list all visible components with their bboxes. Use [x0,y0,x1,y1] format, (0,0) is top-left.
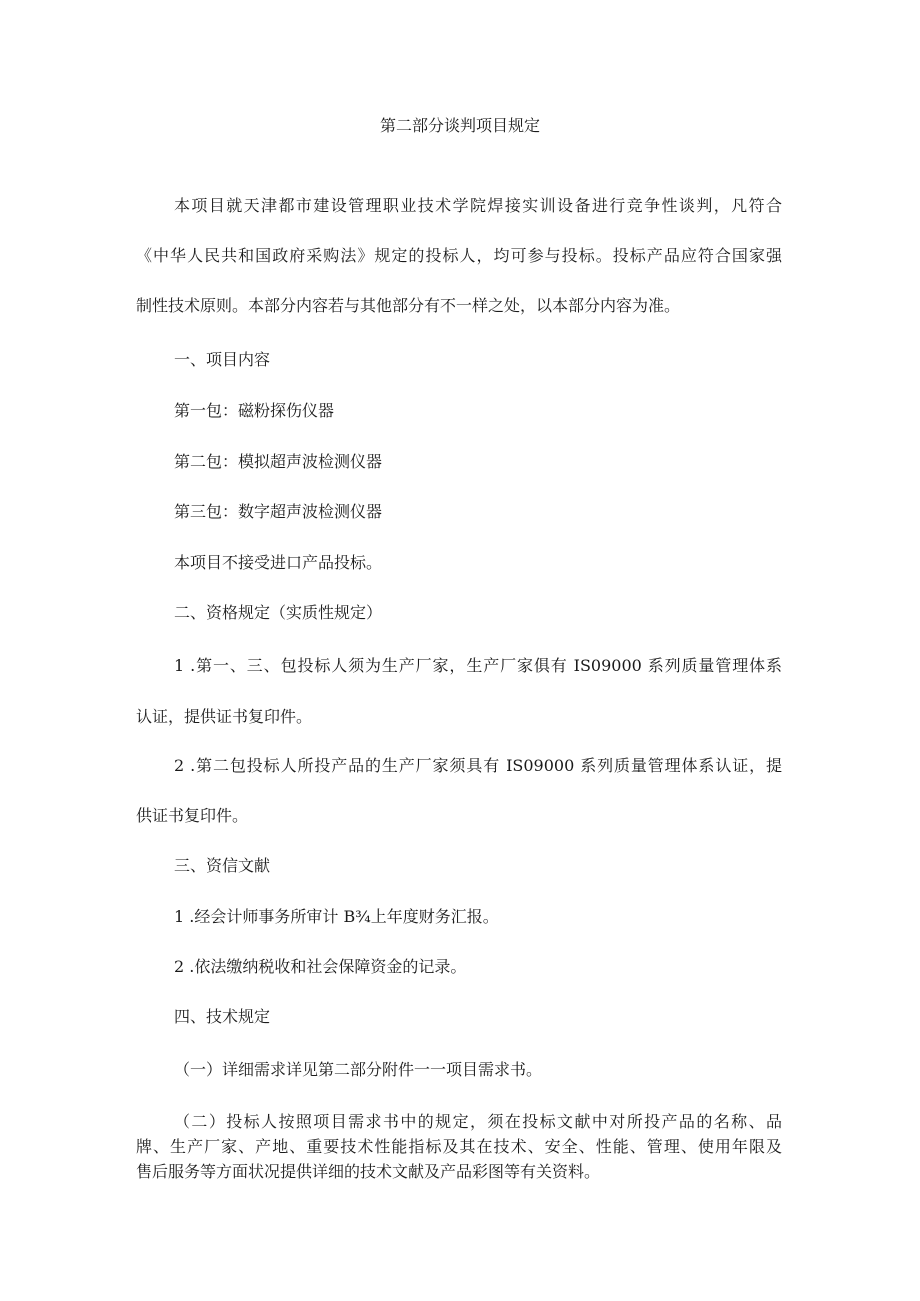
section-heading-2: 二、资格规定（实质性规定） [174,603,383,622]
intro-line-1: 本项目就天津都市建设管理职业技术学院焊接实训设备进行竞争性谈判，凡符合 [174,196,782,215]
page-title: 第二部分谈判项目规定 [379,116,540,135]
technical-item-2-line-2: 牌、生产厂家、产地、重要技术性能指标及其在技术、安全、性能、管理、使用年限及 [136,1137,782,1156]
qualification-item-1-line-1: 1 .第一、三、包投标人须为生产厂家，生产厂家俱有 IS09000 系列质量管理体系 [174,656,782,675]
technical-item-2-line-3: 售后服务等方面状况提供详细的技术文献及产品彩图等有关资料。 [136,1162,601,1181]
import-note: 本项目不接受进口产品投标。 [174,553,383,572]
credit-item-1: 1 .经会计师事务所审计 B¾上年度财务汇报。 [174,907,499,926]
qualification-item-2-line-1: 2 .第二包投标人所投产品的生产厂家须具有 IS09000 系列质量管理体系认证，提 [174,756,782,775]
section-heading-1: 一、项目内容 [174,350,271,369]
package-3: 第三包：数字超声波检测仪器 [174,502,383,521]
technical-item-1: （一）详细需求详见第二部分附件一一项目需求书。 [174,1060,543,1079]
credit-item-2: 2 .依法缴纳税收和社会保障资金的记录。 [174,957,467,976]
package-1: 第一包：磁粉探伤仪器 [174,401,335,420]
technical-item-2-line-1: （二）投标人按照项目需求书中的规定，须在投标文献中对所投产品的名称、品 [174,1112,782,1131]
package-2: 第二包：模拟超声波检测仪器 [174,452,383,471]
qualification-item-1-line-2: 认证，提供证书复印件。 [136,707,313,726]
qualification-item-2-line-2: 供证书复印件。 [136,806,249,825]
intro-line-2: 《中华人民共和国政府采购法》规定的投标人，均可参与投标。投标产品应符合国家强 [136,246,782,265]
section-heading-3: 三、资信文献 [174,856,271,875]
intro-line-3: 制性技术原则。本部分内容若与其他部分有不一样之处，以本部分内容为准。 [136,296,681,315]
section-heading-4: 四、技术规定 [174,1007,271,1026]
